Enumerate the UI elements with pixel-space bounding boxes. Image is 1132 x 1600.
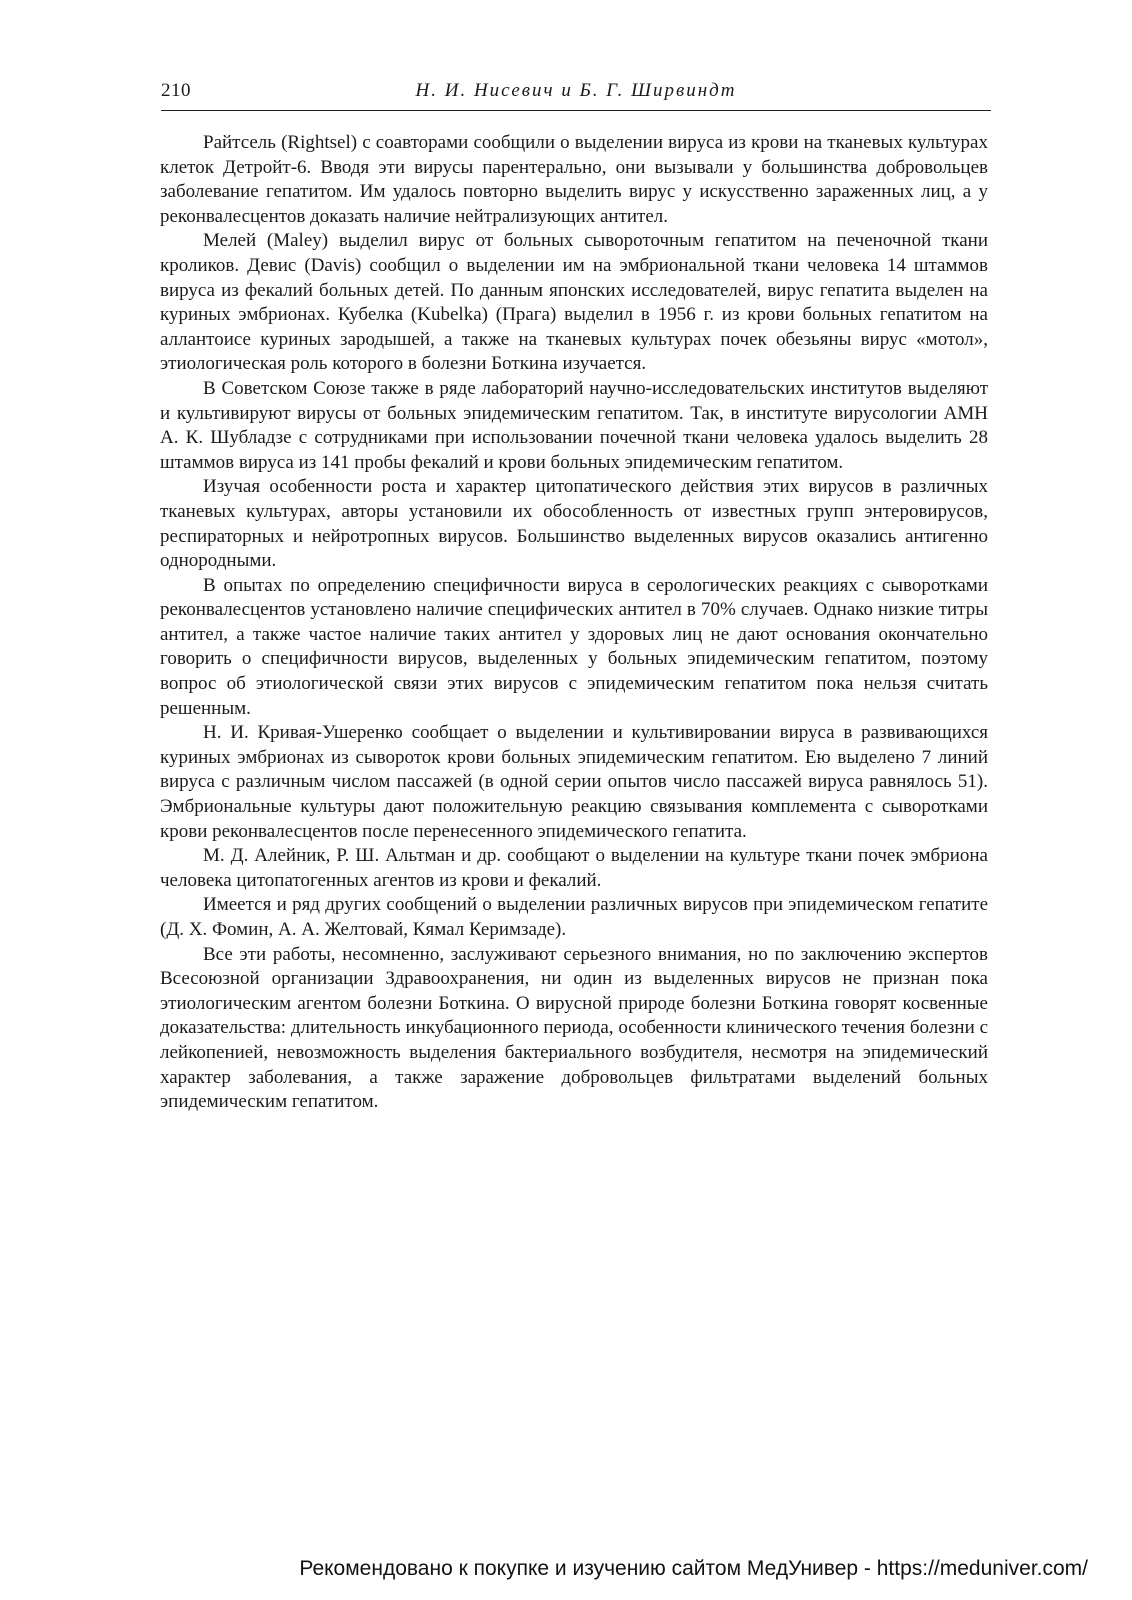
paragraph: Изучая особенности роста и характер цитопатического действия этих вирусов в различных тканевых культурах, авторы установили их обособленность от известных групп энтеровирусов, респираторных и нейротропных вирусов. Большинство выделенных вирусов оказались антигенно однородными.: [160, 476, 988, 572]
paragraph: М. Д. Алейник, Р. Ш. Альтман и др. сообщают о выделении на культуре ткани почек эмбриона человека цитопатогенных агентов из крови и фекалий.: [160, 845, 988, 891]
running-head: Н. И. Нисевич и Б. Г. Ширвиндт: [415, 80, 737, 101]
paragraph: Мелей (Maley) выделил вирус от больных сывороточным гепатитом на печеночной ткани кроликов. Девис (Davis) сообщил о выделении им на эмбриональной ткани человека 14 штаммов вируса из фекалий больных детей. По данным японских исследователей, вирус гепатита выделен на куриных эмбрионах. Кубелка (Kubelka) (Прага) выделил в 1956 г. из крови больных гепатитом на аллантоисе куриных зародышей, а также на тканевых культурах почек обезьяны вирус «мотол», этиологическая роль которого в болезни Боткина изучается.: [160, 230, 988, 375]
paragraph: Все эти работы, несомненно, заслуживают серьезного внимания, но по заключению экспертов Всесоюзной организации Здравоохранения, ни один из выделенных вирусов не признан пока этиологическим агентом болезни Боткина. О вирусной природе болезни Боткина говорят косвенные доказательства: длительность инкубационного периода, особенности клинического течения болезни с лейкопенией, невозможность выделения бактериального возбудителя, несмотря на эпидемический характер заболевания, а также заражение добровольцев фильтратами выделений больных эпидемическим гепатитом.: [160, 943, 988, 1113]
paragraph: В опытах по определению специфичности вируса в серологических реакциях с сыворотками реконвалесцентов установлено наличие специфических антител в 70% случаев. Однако низкие титры антител, а также частое наличие таких антител у здоровых лиц не дают основания окончательно говорить о специфичности вирусов, выделенных у больных эпидемическим гепатитом, поэтому вопрос об этиологической связи этих вирусов с эпидемическим гепатитом пока нельзя считать решенным.: [160, 574, 988, 719]
page-header: [161, 80, 991, 111]
paragraph: Имеется и ряд других сообщений о выделении различных вирусов при эпидемическом гепатите (Д. Х. Фомин, А. А. Желтовай, Кямал Керимзаде).: [160, 894, 988, 940]
page-number: 210: [161, 80, 191, 101]
paragraph: В Советском Союзе также в ряде лабораторий научно-исследовательских институтов выделяют и культивируют вирусы от больных эпидемическим гепатитом. Так, в институте вирусологии АМН А. К. Шубладзе с сотрудниками при использовании почечной ткани человека удалось выделить 28 штаммов вируса из 141 пробы фекалий и крови больных эпидемическим гепатитом.: [160, 377, 988, 473]
paragraph: Райтсель (Rightsel) с соавторами сообщили о выделении вируса из крови на тканевых культурах клеток Детройт-6. Вводя эти вирусы парентерально, они вызывали у большинства добровольцев заболевание гепатитом. Им удалось повторно выделить вирус у искусственно зараженных лиц, а у реконвалесцентов доказать наличие нейтрализующих антител.: [160, 132, 988, 227]
paragraph: Н. И. Кривая-Ушеренко сообщает о выделении и культивировании вируса в развивающихся куриных эмбрионах из сывороток крови больных эпидемическим гепатитом. Ею выделено 7 линий вируса с различным числом пассажей (в одной серии опытов число пассажей вируса равнялось 51). Эмбриональные культуры дают положительную реакцию связывания комплемента с сыворотками крови реконвалесцентов после перенесенного эпидемического гепатита.: [160, 722, 988, 842]
footer-watermark: Рекомендовано к покупке и изучению сайтом МедУнивер - https://meduniver.com/: [299, 1557, 1088, 1580]
body-text: [160, 131, 988, 1115]
